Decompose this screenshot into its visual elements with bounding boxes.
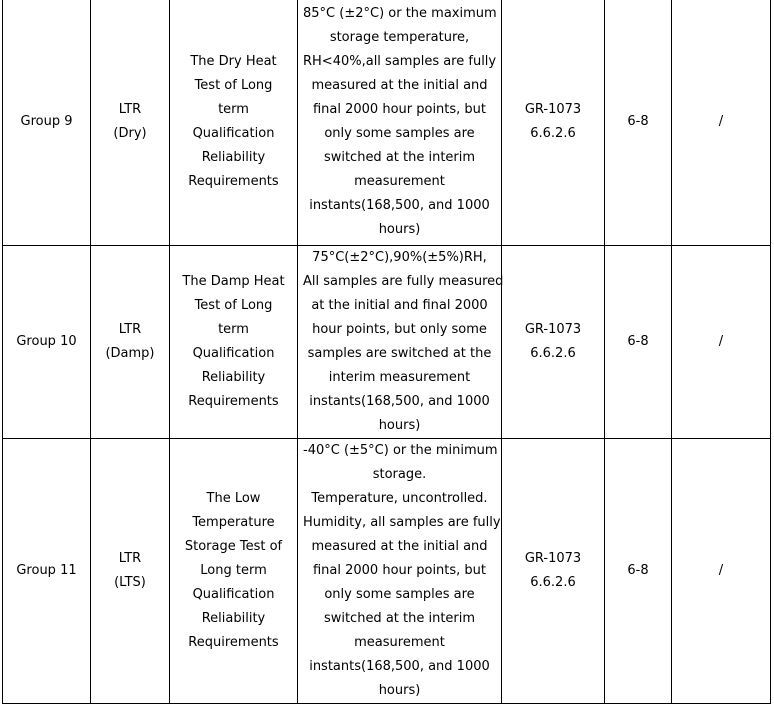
test-name-cell: The Dry Heat Test of Long term Qualification Reliability Requirements [170,0,298,246]
note-cell: / [672,246,771,439]
table-row [3,246,771,439]
quantity-cell: 6-8 [605,439,672,704]
table-row [3,439,771,704]
quantity-cell: 6-8 [605,246,672,439]
table-row [3,0,771,246]
group-cell: Group 10 [3,246,91,439]
test-condition-cell: 75°C(±2°C),90%(±5%)RH, All samples are fully measured at the initial and final 2000 hour points, but only some samples are switched at the interim measurement instants(168,500, and 1000 hours) [298,246,502,439]
test-name-cell: The Damp Heat Test of Long term Qualification Reliability Requirements [170,246,298,439]
quantity-cell: 6-8 [605,0,672,246]
test-name-cell: The Low Temperature Storage Test of Long term Qualification Reliability Requirements [170,439,298,704]
reference-cell: GR-1073 6.6.2.6 [502,246,605,439]
type-cell: LTR (Dry) [91,0,170,246]
type-cell: LTR (Damp) [91,246,170,439]
reference-cell: GR-1073 6.6.2.6 [502,439,605,704]
note-cell: / [672,0,771,246]
reference-cell: GR-1073 6.6.2.6 [502,0,605,246]
reliability-test-table [2,0,771,704]
test-condition-cell: -40°C (±5°C) or the minimum storage. Temperature, uncontrolled. Humidity, all samples are fully measured at the initial and final 2000 hour points, but only some samples are switched at the interim measurement instants(168,500, and 1000 hours) [298,439,502,704]
group-cell: Group 9 [3,0,91,246]
group-cell: Group 11 [3,439,91,704]
note-cell: / [672,439,771,704]
type-cell: LTR (LTS) [91,439,170,704]
test-condition-cell: 85°C (±2°C) or the maximum storage temperature, RH<40%,all samples are fully measured at the initial and final 2000 hour points, but only some samples are switched at the interim measurement instants(168,500, and 1000 hours) [298,0,502,246]
